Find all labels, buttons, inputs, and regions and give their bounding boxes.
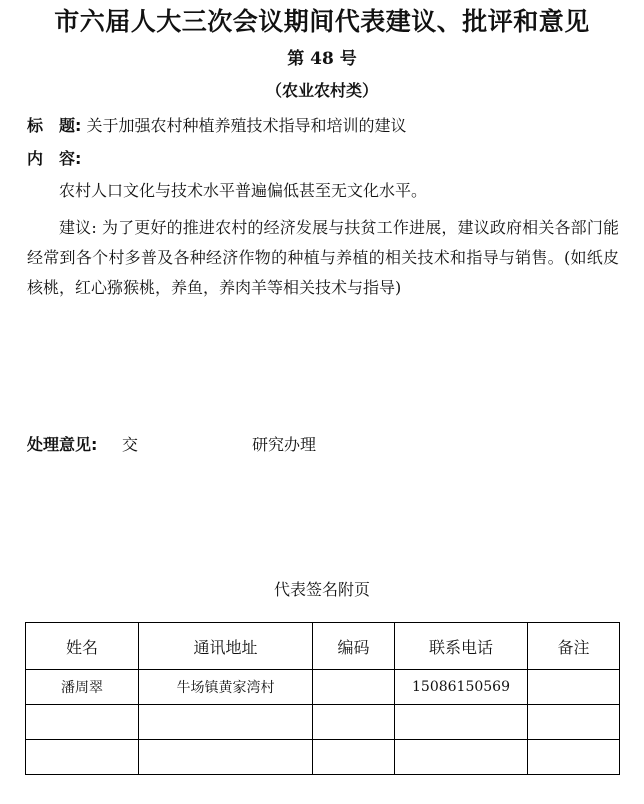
column-header-name: 姓名 xyxy=(26,623,139,670)
handling-opinion xyxy=(27,432,627,455)
cell-phone xyxy=(395,705,528,740)
cell-remark xyxy=(528,740,620,775)
handling-value-2: 研究办理 xyxy=(252,435,317,454)
cell-address xyxy=(139,740,313,775)
subject-text: 关于加强农村种植养殖技术指导和培训的建议 xyxy=(86,116,407,135)
handling-value-1: 交 xyxy=(122,435,139,454)
column-header-phone: 联系电话 xyxy=(395,623,528,670)
signature-title: 代表签名附页 xyxy=(273,580,370,599)
cell-name xyxy=(26,705,139,740)
document-category: （农业农村类） xyxy=(265,81,378,100)
column-header-remark: 备注 xyxy=(528,623,620,670)
cell-phone: 15086150569 xyxy=(395,670,528,705)
content-label: 内 容: xyxy=(27,149,82,168)
content-paragraph-2: 建议: 为了更好的推进农村的经济发展与扶贫工作进展，建议政府相关各部门能经常到各个村多普及各种经济作物的种植与养植的相关技术和指导与销售。(如纸皮核桃，红心猕猴桃，养鱼，养肉羊等相关技术与指导) xyxy=(27,218,619,297)
content-row xyxy=(27,146,81,169)
cell-code xyxy=(313,740,395,775)
cell-remark xyxy=(528,705,620,740)
table-header-row xyxy=(26,623,620,670)
table-row xyxy=(26,670,620,705)
signature-table xyxy=(25,622,620,775)
cell-name: 潘周翠 xyxy=(26,670,139,705)
column-header-address: 通讯地址 xyxy=(139,623,313,670)
subject-row xyxy=(27,113,407,136)
document-number: 第 48 号 xyxy=(287,49,357,69)
table-row xyxy=(26,740,620,775)
cell-code xyxy=(313,705,395,740)
cell-address: 牛场镇黄家湾村 xyxy=(139,670,313,705)
cell-remark xyxy=(528,670,620,705)
subject-label: 标 题: xyxy=(27,116,82,135)
document-title: 市六届人大三次会议期间代表建议、批评和意见 xyxy=(54,7,590,36)
cell-name xyxy=(26,740,139,775)
content-paragraph-1: 农村人口文化与技术水平普遍偏低甚至无文化水平。 xyxy=(59,181,428,200)
table-row xyxy=(26,705,620,740)
cell-address xyxy=(139,705,313,740)
cell-code xyxy=(313,670,395,705)
handling-label: 处理意见: xyxy=(27,435,98,454)
cell-phone xyxy=(395,740,528,775)
column-header-code: 编码 xyxy=(313,623,395,670)
